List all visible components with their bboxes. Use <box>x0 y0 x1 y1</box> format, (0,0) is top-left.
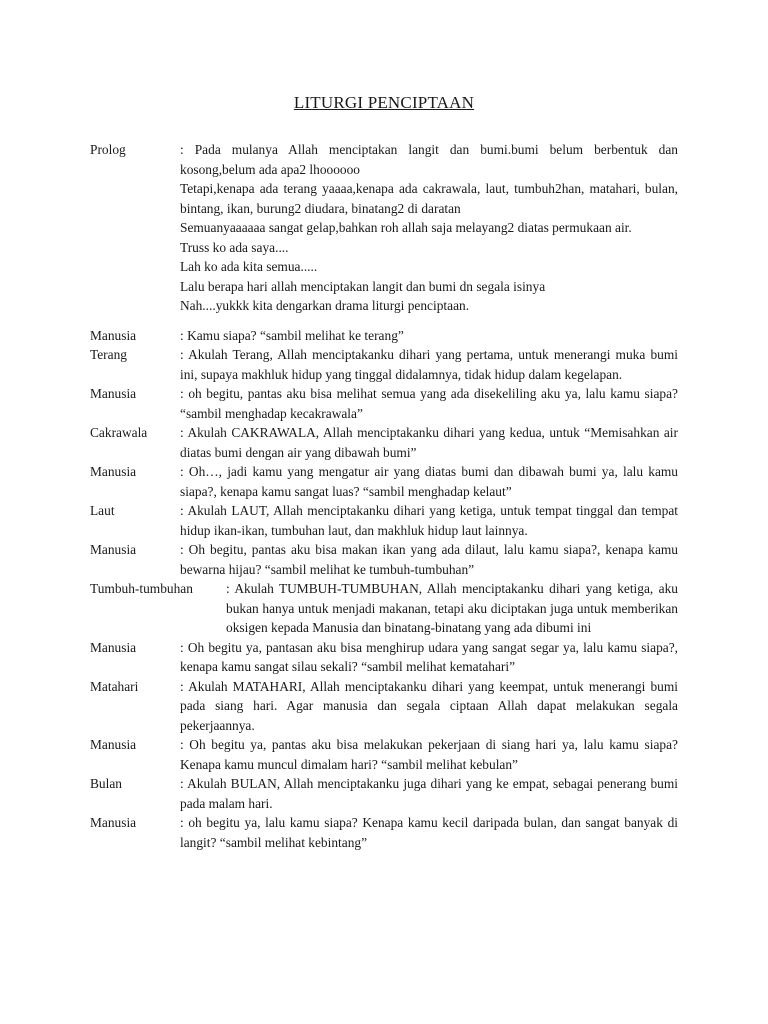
dialogue-row <box>90 774 678 813</box>
prolog-line: Nah....yukkk kita dengarkan drama liturgi penciptaan. <box>180 298 470 313</box>
speaker-label: Manusia <box>90 542 137 557</box>
dialogue-text: : Akulah MATAHARI, Allah menciptakanku dihari yang keempat, untuk menerangi bumi pada siang hari. Agar manusia dan segala ciptaan Allah dapat melakukan segala pekerjaannya. <box>180 678 678 733</box>
dialogue-row <box>90 735 678 774</box>
speaker-label: Manusia <box>90 386 137 401</box>
dialogue-text: : Akulah CAKRAWALA, Allah menciptakanku dihari yang kedua, untuk “Memisahkan air diatas bumi dengan air yang dibawah bumi” <box>180 425 678 460</box>
prolog-block <box>90 140 678 316</box>
script-body <box>90 140 678 852</box>
speaker-label: Manusia <box>90 815 137 830</box>
dialogue-row <box>90 813 678 852</box>
dialogue-row <box>90 384 678 423</box>
speaker-label: Prolog <box>90 142 126 157</box>
dialogue-text: : Kamu siapa? “sambil melihat ke terang” <box>180 327 404 343</box>
page-title: LITURGI PENCIPTAAN <box>293 93 475 112</box>
speaker-label: Manusia <box>90 737 137 752</box>
dialogue-text: : Oh begitu ya, pantas aku bisa melakukan pekerjaan di siang hari ya, lalu kamu siapa? Kenapa kamu muncul dimalam hari? “sambil melihat kebulan” <box>180 737 678 772</box>
prolog-lines <box>180 140 678 316</box>
speaker-label: Manusia <box>90 327 137 343</box>
dialogue-row <box>90 501 678 540</box>
dialogue-text: : Akulah Terang, Allah menciptakanku dihari yang pertama, untuk menerangi muka bumi ini, supaya makhluk hidup yang tinggal didalamnya, tidak hidup dalam kegelapan. <box>180 347 678 382</box>
dialogue-row <box>90 638 678 677</box>
section-gap <box>90 316 678 326</box>
dialogue-row <box>90 677 678 736</box>
dialogue-text: : Akulah TUMBUH-TUMBUHAN, Allah menciptakanku dihari yang ketiga, aku bukan hanya untuk menjadi makanan, tetapi aku diciptakan juga untuk memberikan oksigen kepada Manusia dan binatang-binatang yang ada dibumi ini <box>226 581 678 635</box>
prolog-line: Truss ko ada saya.... <box>180 239 289 255</box>
dialogue-row <box>90 579 678 638</box>
dialogue-row <box>90 540 678 579</box>
speaker-label: Matahari <box>90 678 139 694</box>
speaker-label: Tumbuh-tumbuhan <box>90 581 193 596</box>
prolog-line: Lah ko ada kita semua..... <box>180 259 318 274</box>
prolog-line: : Pada mulanya Allah menciptakan langit dan bumi.bumi belum berbentuk dan kosong,belum ada apa2 lhoooooo <box>180 142 678 177</box>
prolog-line: Tetapi,kenapa ada terang yaaaa,kenapa ada cakrawala, laut, tumbuh2han, matahari, bulan, bintang, ikan, burung2 diudara, binatang2 di daratan <box>180 181 678 216</box>
dialogue-row <box>90 345 678 384</box>
speaker-label: Terang <box>90 347 127 362</box>
dialogue-text: : Oh…, jadi kamu yang mengatur air yang diatas bumi dan dibawah bumi ya, lalu kamu siapa?, kenapa kamu sangat luas? “sambil menghadap kelaut” <box>180 464 678 499</box>
dialogue-list <box>90 326 678 853</box>
prolog-line: Lalu berapa hari allah menciptakan langit dan bumi dn segala isinya <box>180 278 546 294</box>
prolog-line: Semuanyaaaaaa sangat gelap,bahkan roh allah saja melayang2 diatas permukaan air. <box>180 220 632 235</box>
dialogue-text: : oh begitu ya, lalu kamu siapa? Kenapa kamu kecil daripada bulan, dan sangat banyak di langit? “sambil melihat kebintang” <box>180 815 678 850</box>
speaker-label: Manusia <box>90 464 137 479</box>
dialogue-row <box>90 462 678 501</box>
dialogue-text: : oh begitu, pantas aku bisa melihat semua yang ada disekeliling aku ya, lalu kamu siapa? “sambil menghadap kecakrawala” <box>180 386 678 421</box>
speaker-label: Laut <box>90 503 115 518</box>
speaker-label: Bulan <box>90 776 122 791</box>
dialogue-text: : Akulah BULAN, Allah menciptakanku juga dihari yang ke empat, sebagai penerang bumi pada malam hari. <box>180 776 678 811</box>
dialogue-row <box>90 423 678 462</box>
dialogue-row <box>90 326 678 346</box>
speaker-label: Cakrawala <box>90 425 148 440</box>
speaker-label: Manusia <box>90 639 137 655</box>
dialogue-text: : Oh begitu ya, pantasan aku bisa menghirup udara yang sangat segar ya, lalu kamu siapa?, kenapa kamu sangat silau sekali? “sambil melihat kematahari” <box>180 639 678 674</box>
dialogue-text: : Oh begitu, pantas aku bisa makan ikan yang ada dilaut, lalu kamu siapa?, kenapa kamu bewarna hijau? “sambil melihat ke tumbuh-tumbuhan” <box>180 542 678 577</box>
dialogue-text: : Akulah LAUT, Allah menciptakanku dihari yang ketiga, untuk tempat tinggal dan tempat hidup ikan-ikan, tumbuhan laut, dan makhluk hidup laut lainnya. <box>180 503 678 538</box>
